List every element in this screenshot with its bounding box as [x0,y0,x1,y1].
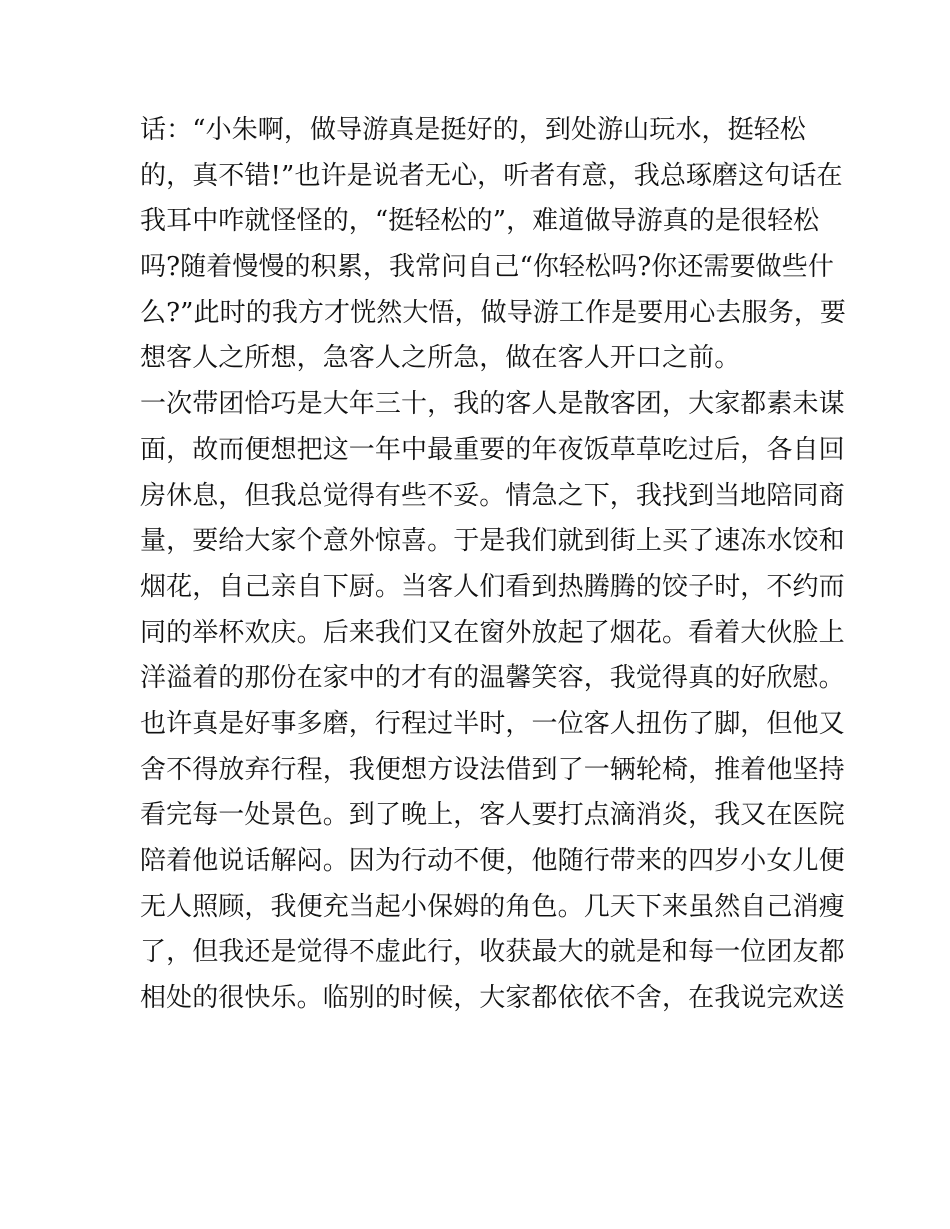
text-line: 吗?随着慢慢的积累，我常问自己“你轻松吗?你还需要做些什 [140,252,834,283]
text-line: 陪着他说话解闷。因为行动不便，他随行带来的四岁小女儿便 [140,846,845,876]
text-line: 无人照顾，我便充当起小保姆的角色。几天下来虽然自己消瘦 [140,891,845,922]
text-line: 也许真是好事多磨，行程过半时，一位客人扭伤了脚，但他又 [140,708,845,739]
text-line: 相处的很快乐。临别的时候，大家都依依不舍，在我说完欢送 [140,983,845,1014]
text-line: 烟花，自己亲自下厨。当客人们看到热腾腾的饺子时，不约而 [140,571,845,602]
text-line: 了，但我还是觉得不虚此行，收获最大的就是和每一位团友都 [140,937,845,968]
body-text [140,108,847,1022]
text-line: 房休息，但我总觉得有些不妥。情急之下，我找到当地陪同商 [140,480,845,511]
text-line: 我耳中咋就怪怪的，“挺轻松的”，难道做导游真的是很轻松 [140,206,820,237]
text-line: 么?”此时的我方才恍然大悟，做导游工作是要用心去服务，要 [140,297,847,328]
text-line: 话：“小朱啊，做导游真是挺好的，到处游山玩水，挺轻松 [140,115,806,145]
text-line: 舍不得放弃行程，我便想方设法借到了一辆轮椅，推着他坚持 [140,754,845,785]
text-line: 看完每一处景色。到了晚上，客人要打点滴消炎，我又在医院 [140,800,845,831]
text-line: 洋溢着的那份在家中的才有的温馨笑容，我觉得真的好欣慰。 [140,663,845,694]
text-line: 想客人之所想，急客人之所急，做在客人开口之前。 [140,343,741,374]
text-line: 的，真不错!”也许是说者无心，听者有意，我总琢磨这句话在 [140,160,843,191]
text-line: 同的举杯欢庆。后来我们又在窗外放起了烟花。看着大伙脸上 [140,617,845,648]
text-line: 一次带团恰巧是大年三十，我的客人是散客团，大家都素未谋 [140,389,845,420]
text-line: 量，要给大家个意外惊喜。于是我们就到街上买了速冻水饺和 [140,526,845,557]
text-line: 面，故而便想把这一年中最重要的年夜饭草草吃过后，各自回 [140,434,845,465]
